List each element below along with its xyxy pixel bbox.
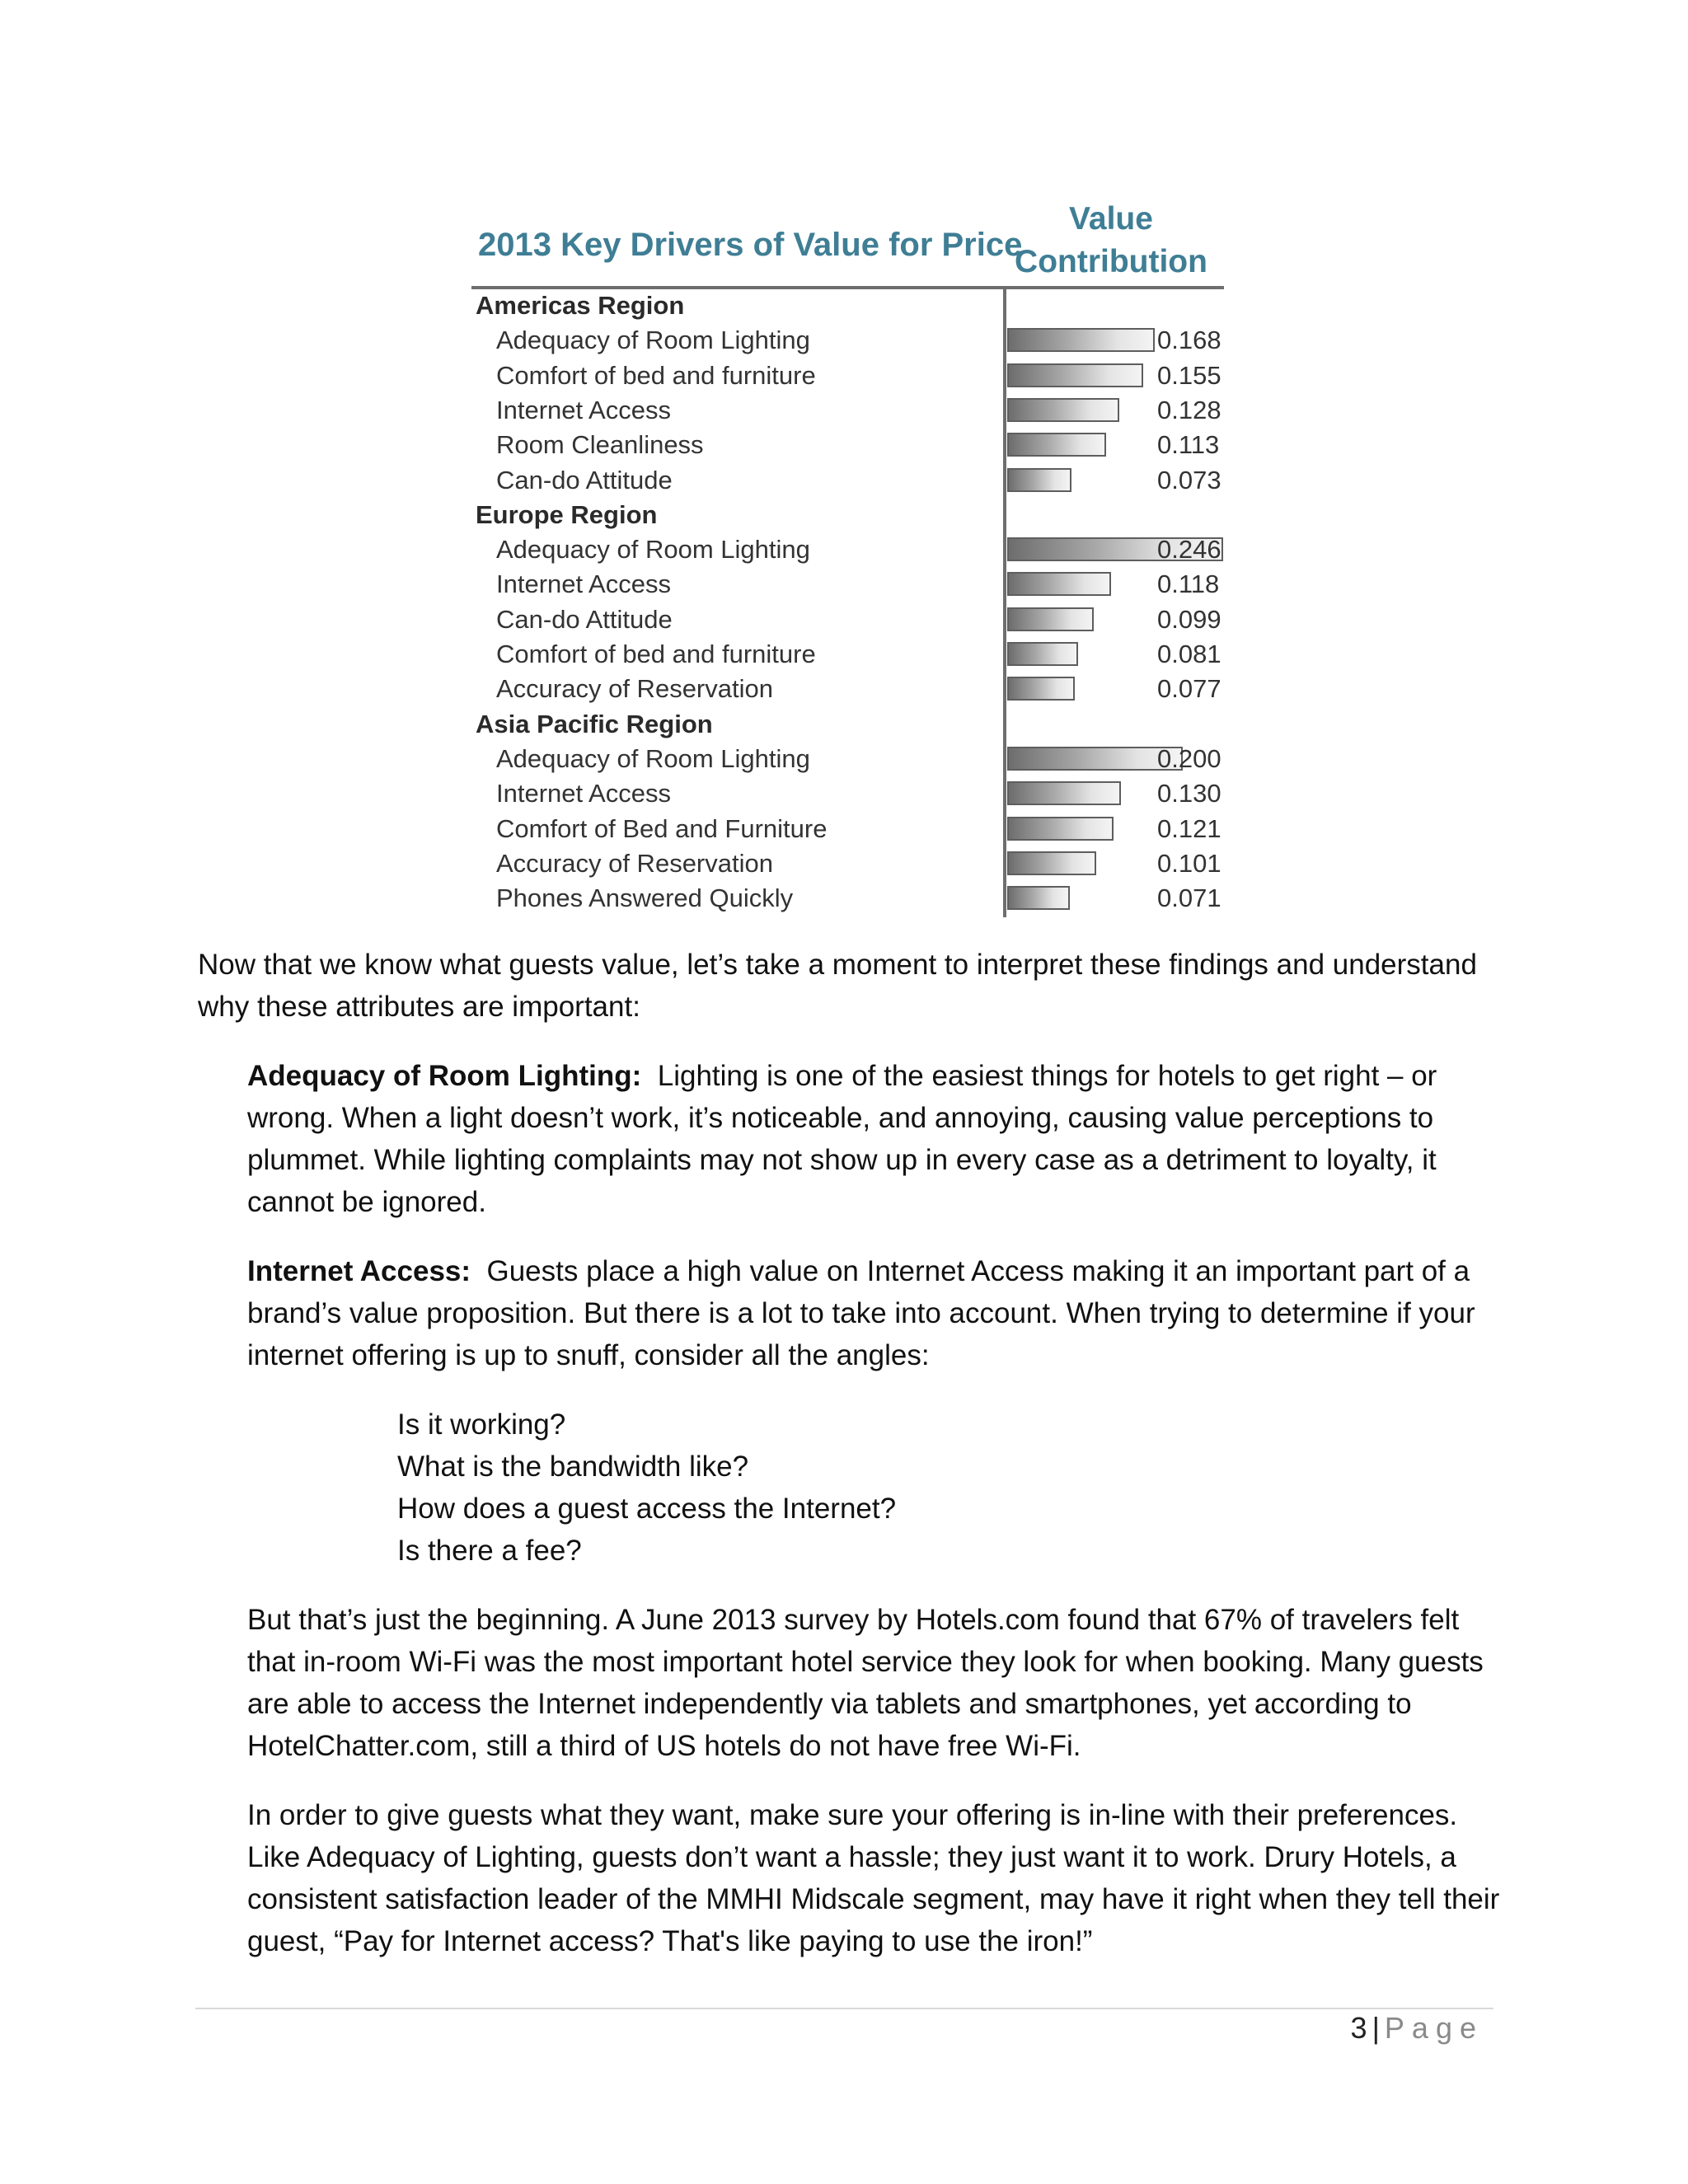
chart-axis-line: [1003, 288, 1006, 917]
page-number-separator: |: [1372, 2011, 1380, 2045]
value-label: 0.168: [1157, 326, 1221, 355]
footer-divider: [195, 2008, 1493, 2009]
driver-label: Room Cleanliness: [496, 430, 704, 460]
value-bar: [1007, 433, 1106, 457]
value-bar: [1007, 781, 1121, 805]
value-header-line-2: Contribution: [1015, 244, 1207, 279]
list-item: Is there a fee?: [397, 1535, 582, 1567]
value-bar: [1007, 886, 1070, 910]
driver-label: Comfort of Bed and Furniture: [496, 813, 828, 843]
region-label: Americas Region: [476, 291, 685, 320]
driver-label: Adequacy of Room Lighting: [496, 535, 810, 565]
value-bar: [1007, 851, 1096, 875]
lighting-text: Lighting is one of the easiest things for hotels to get right – or wrong. When a light doesn’t work, it’s noticeable, and annoying, causing value perceptions to plummet. While lighting complaints may not show up in every case as a detriment to loyalty, it cannot be ignored.: [247, 1060, 1437, 1218]
driver-label: Can-do Attitude: [496, 604, 673, 634]
value-label: 0.081: [1157, 640, 1221, 668]
chart-title: 2013 Key Drivers of Value for Price: [478, 227, 1023, 263]
beginning-paragraph: But that’s just the beginning. A June 2013 survey by Hotels.com found that 67% of travelers felt that in-room Wi-Fi was the most important hotel service they look for when booking. Many guests are able to access the Internet independently via tablets and smartphones, yet according to HotelChatter.com, still a third of US hotels do not have free Wi-Fi.: [247, 1604, 1484, 1762]
value-label: 0.246: [1157, 535, 1221, 565]
value-bar: [1007, 642, 1078, 666]
driver-label: Comfort of bed and furniture: [496, 640, 816, 668]
region-label: Europe Region: [476, 499, 658, 529]
value-label: 0.101: [1157, 848, 1221, 878]
driver-label: Comfort of bed and furniture: [496, 360, 816, 390]
driver-label: Phones Answered Quickly: [496, 883, 794, 913]
internet-text: Guests place a high value on Internet Access making it an important part of a brand’s value proposition. But there is a lot to take into account. When trying to determine if your internet offering is up to snuff, consider all the angles:: [247, 1255, 1475, 1371]
value-label: 0.155: [1157, 360, 1221, 390]
internet-heading: Internet Access:: [247, 1255, 471, 1287]
list-item: What is the bandwidth like?: [397, 1451, 749, 1483]
value-drivers-chart: [471, 198, 1230, 923]
value-label: 0.121: [1157, 813, 1221, 843]
question-list: [397, 1404, 1500, 1572]
lighting-heading: Adequacy of Room Lighting:: [247, 1060, 642, 1092]
value-bar: [1007, 398, 1119, 422]
list-item: Is it working?: [397, 1408, 566, 1441]
region-label: Asia Pacific Region: [476, 709, 713, 738]
driver-label: Internet Access: [496, 779, 671, 808]
body-content: [198, 944, 1500, 1990]
internet-paragraph: [247, 1250, 1500, 1376]
value-label: 0.200: [1157, 743, 1221, 773]
order-paragraph: In order to give guests what they want, make sure your offering is in-line with their preferences. Like Adequacy of Lighting, guests don’t want a hassle; they just want it to work. Drury Hotels, a consistent satisfaction leader of the MMHI Midscale segment, may have it right when they tell their guest, “Pay for Internet access? That's like paying to use the iron!”: [247, 1799, 1500, 1957]
lighting-paragraph: [247, 1055, 1500, 1223]
value-contribution-header: [996, 198, 1226, 284]
value-bar: [1007, 677, 1075, 701]
driver-label: Accuracy of Reservation: [496, 848, 773, 878]
value-label: 0.113: [1157, 430, 1220, 460]
driver-label: Accuracy of Reservation: [496, 674, 773, 704]
value-bar: [1007, 468, 1071, 492]
page-number-value: 3: [1350, 2011, 1367, 2045]
value-label: 0.071: [1157, 883, 1221, 913]
driver-label: Can-do Attitude: [496, 465, 673, 494]
driver-label: Adequacy of Room Lighting: [496, 326, 810, 355]
list-item: How does a guest access the Internet?: [397, 1493, 897, 1525]
value-bar: [1007, 363, 1143, 387]
driver-label: Internet Access: [496, 395, 671, 424]
value-label: 0.130: [1157, 779, 1221, 808]
value-bar: [1007, 817, 1114, 841]
driver-label: Adequacy of Room Lighting: [496, 743, 810, 773]
page-number: [1351, 2011, 1484, 2046]
value-header-line-1: Value: [1069, 201, 1153, 237]
value-label: 0.128: [1157, 395, 1221, 424]
value-label: 0.099: [1157, 604, 1221, 634]
value-bar: [1007, 328, 1155, 352]
value-bar: [1007, 607, 1094, 631]
driver-label: Internet Access: [496, 569, 671, 599]
value-label: 0.077: [1157, 674, 1221, 704]
intro-paragraph: Now that we know what guests value, let’s take a moment to interpret these findings and understand why these attributes are important:: [198, 949, 1477, 1023]
page-word: Page: [1384, 2011, 1484, 2045]
value-label: 0.073: [1157, 465, 1221, 494]
value-bar: [1007, 572, 1111, 596]
value-label: 0.118: [1157, 569, 1220, 599]
